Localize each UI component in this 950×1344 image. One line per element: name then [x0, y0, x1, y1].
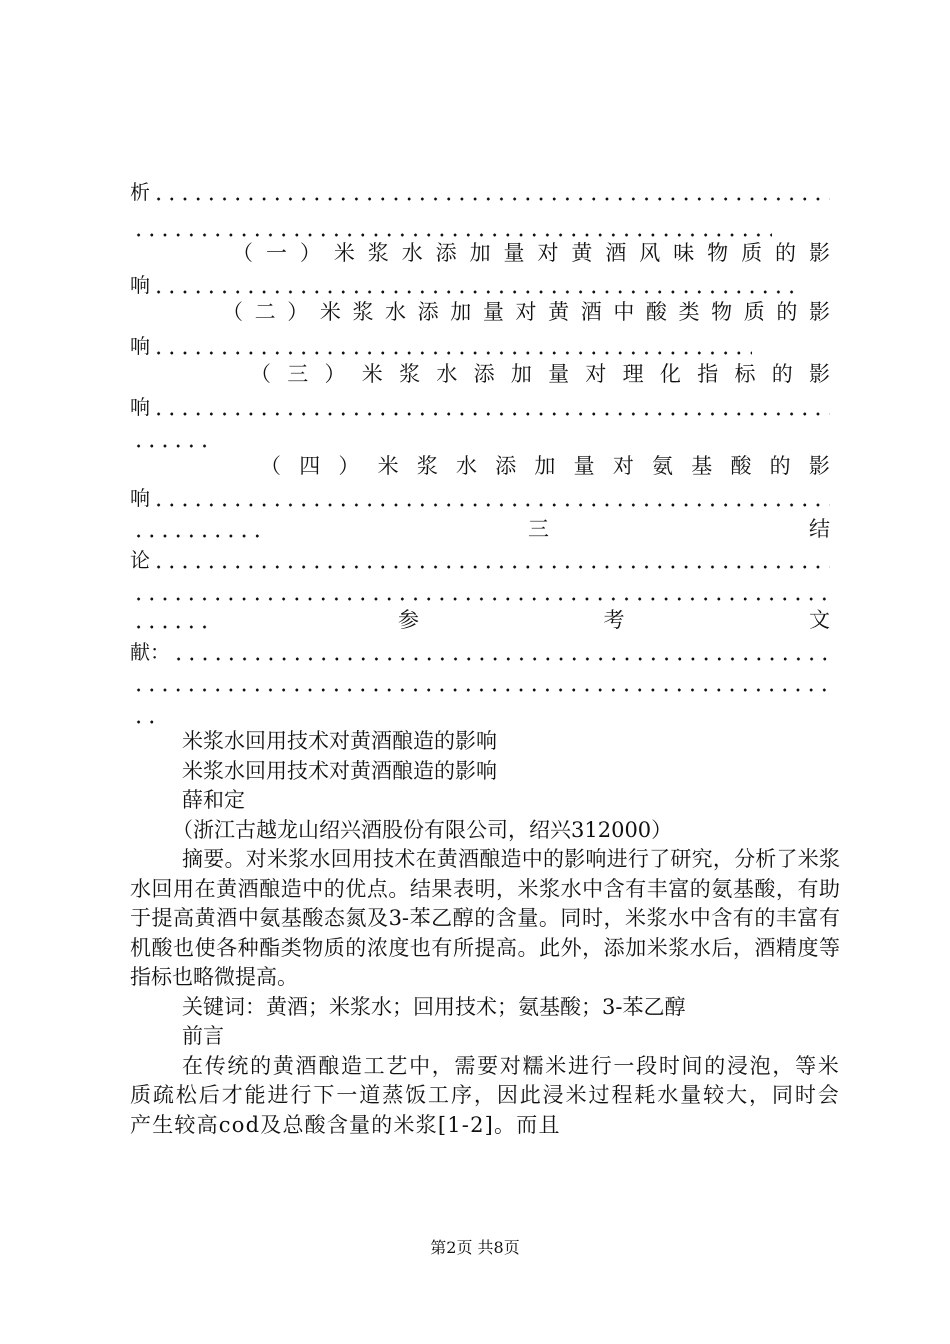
toc-title-char: 一	[265, 241, 287, 265]
toc-conclusion-number: 三	[528, 517, 549, 541]
toc-title-char: 影	[808, 241, 830, 265]
toc-title-char: 添	[417, 300, 439, 324]
toc-title-char: 水	[385, 300, 407, 324]
toc-title-char: 黄	[548, 300, 570, 324]
toc-leader-dots	[152, 411, 830, 417]
toc-title-char: 加	[469, 241, 491, 265]
toc-references-line[interactable]	[130, 637, 830, 667]
toc-analysis-line	[130, 177, 830, 207]
preface-paragraph: 在传统的黄酒酿造工艺中，需要对糯米进行一段时间的浸泡，等米质疏松后才能进行下一道蒸饭工序，因此浸米过程耗水量较大，同时会产生较高cod及总酸含量的米浆[1-2]。而且	[130, 1053, 840, 1137]
article	[130, 727, 840, 1140]
toc-item-1-line[interactable]	[130, 270, 830, 300]
article-affiliation: （浙江古越龙山绍兴酒股份有限公司，绍兴312000）	[172, 817, 673, 842]
article-abstract: 摘要。对米浆水回用技术在黄酒酿造中的影响进行了研究，分析了米浆水回用在黄酒酿造中的优点。结果表明，米浆水中含有丰富的氨基酸，有助于提高黄酒中氨基酸态氮及3-苯乙醇的含量。同时，米浆水中含有的丰富有机酸也使各种酯类物质的浓度也有所提高。此外，添加米浆水后，酒精度等指标也略微提高。	[130, 847, 840, 989]
toc-references-title	[398, 605, 830, 635]
toc-title-char: 基	[691, 454, 713, 478]
toc-title-char: 对	[537, 241, 559, 265]
toc-item-4-line[interactable]	[130, 483, 830, 513]
toc-title-char: 中	[613, 300, 635, 324]
toc-title-char: 对	[515, 300, 537, 324]
article-keywords: 关键词：黄酒；米浆水；回用技术；氨基酸；3-苯乙醇	[182, 994, 686, 1019]
toc-conclusion-row[interactable]	[130, 514, 830, 544]
toc-leader-dots	[132, 719, 158, 725]
toc-item-3-line[interactable]	[130, 392, 830, 422]
toc-item-2-title[interactable]	[222, 297, 830, 327]
toc-title-char: （	[222, 300, 243, 324]
toc-conclusion-dots-cont	[130, 577, 830, 607]
toc-title-char: 量	[503, 241, 525, 265]
toc-title-char: 质	[743, 300, 765, 324]
toc-references-lead: 献：	[130, 640, 170, 664]
toc-title-char: ）	[324, 362, 346, 386]
article-title: 米浆水回用技术对黄酒酿造的影响	[182, 729, 497, 753]
toc-title-char: 质	[741, 241, 763, 265]
article-title-repeat: 米浆水回用技术对黄酒酿造的影响	[182, 758, 497, 783]
toc-item-2-line[interactable]	[130, 331, 830, 361]
toc-title-char: 添	[495, 454, 517, 478]
toc-title-char: 加	[450, 300, 472, 324]
toc-item-2-lead: 响	[130, 334, 150, 358]
toc-title-char: 米	[361, 362, 383, 386]
toc-title-char: 味	[673, 241, 695, 265]
toc-title-char: 风	[639, 241, 661, 265]
toc-title-char: 理	[622, 362, 644, 386]
toc-analysis-lead: 析	[130, 180, 150, 204]
toc-references-dots-end	[130, 700, 830, 730]
toc-title-char: （	[232, 241, 253, 265]
toc-leader-dots	[132, 533, 262, 539]
preface-heading: 前言	[182, 1024, 224, 1048]
toc-title-char: 四	[299, 454, 321, 478]
toc-title-char: 浆	[352, 300, 374, 324]
toc-title-char: ）	[338, 454, 360, 478]
toc-leader-dots	[172, 656, 830, 662]
toc-title-char: ）	[299, 241, 321, 265]
toc-title-char: 参	[398, 608, 419, 632]
toc-title-char: ）	[287, 300, 309, 324]
toc-title-char: 酸	[730, 454, 752, 478]
toc-title-char: 添	[435, 241, 457, 265]
toc-title-char: 加	[510, 362, 532, 386]
toc-title-char: 文	[809, 608, 830, 632]
article-author: 薛和定	[182, 788, 245, 812]
toc-item-1-lead: 响	[130, 273, 150, 297]
toc-title-char: 影	[808, 300, 830, 324]
toc-item-4-lead: 响	[130, 486, 150, 510]
toc-title-char: 氨	[652, 454, 674, 478]
toc-leader-dots	[132, 443, 212, 449]
toc-title-char: 米	[319, 300, 341, 324]
toc-title-char: 米	[377, 454, 399, 478]
toc-title-char: 米	[333, 241, 355, 265]
toc-title-char: 的	[771, 362, 793, 386]
toc-title-char: （	[250, 362, 271, 386]
toc-title-char: 影	[808, 362, 830, 386]
toc-title-char: 浆	[399, 362, 421, 386]
toc-title-char: 二	[254, 300, 276, 324]
toc-title-char: 物	[707, 241, 729, 265]
toc-item-3-lead: 响	[130, 395, 150, 419]
toc-title-char: 的	[775, 241, 796, 265]
toc-item-4-title[interactable]	[260, 451, 830, 481]
toc-leader-dots	[152, 564, 830, 570]
toc-references-dots-cont	[130, 668, 830, 698]
toc-title-char: 的	[776, 300, 798, 324]
toc-title-char: 加	[534, 454, 556, 478]
toc-title-char: （	[260, 454, 281, 478]
toc-title-char: 水	[436, 362, 458, 386]
toc-leader-dots	[152, 289, 802, 295]
toc-title-char: 酒	[580, 300, 602, 324]
toc-title-char: 三	[287, 362, 309, 386]
toc-title-char: 指	[697, 362, 719, 386]
toc-item-1-title[interactable]	[232, 238, 830, 268]
toc-leader-dots	[132, 687, 830, 693]
toc-title-char: 的	[769, 454, 791, 478]
toc-title-char: 影	[808, 454, 830, 478]
toc-title-char: 量	[482, 300, 504, 324]
toc-title-char: 浆	[416, 454, 438, 478]
toc-title-char: 对	[612, 454, 634, 478]
toc-title-char: 物	[711, 300, 733, 324]
toc-conclusion-lead: 论	[130, 548, 150, 572]
page-footer: 第2页 共8页	[430, 1238, 520, 1257]
toc-leader-dots	[132, 624, 212, 630]
toc-title-char: 酒	[605, 241, 627, 265]
toc-item-3-title[interactable]	[250, 359, 830, 389]
toc-title-char: 添	[473, 362, 495, 386]
toc-conclusion-char: 结	[809, 517, 830, 541]
toc-title-char: 考	[603, 608, 625, 632]
toc-title-char: 酸	[645, 300, 667, 324]
toc-title-char: 量	[548, 362, 570, 386]
toc-references-row[interactable]	[130, 605, 830, 635]
toc-title-char: 类	[678, 300, 700, 324]
toc-item-3-dots-cont	[130, 424, 830, 454]
toc-title-char: 量	[573, 454, 595, 478]
toc-title-char: 黄	[571, 241, 593, 265]
toc-leader-dots	[152, 502, 830, 508]
toc-title-char: 对	[585, 362, 607, 386]
toc-title-char: 标	[734, 362, 756, 386]
toc-leader-dots	[152, 350, 752, 356]
toc-conclusion-line[interactable]	[130, 545, 830, 575]
toc-title-char: 水	[456, 454, 478, 478]
toc-leader-dots	[152, 196, 830, 202]
toc-title-char: 化	[659, 362, 681, 386]
toc-title-char: 浆	[367, 241, 389, 265]
toc-title-char: 水	[401, 241, 423, 265]
toc-leader-dots	[132, 596, 830, 602]
